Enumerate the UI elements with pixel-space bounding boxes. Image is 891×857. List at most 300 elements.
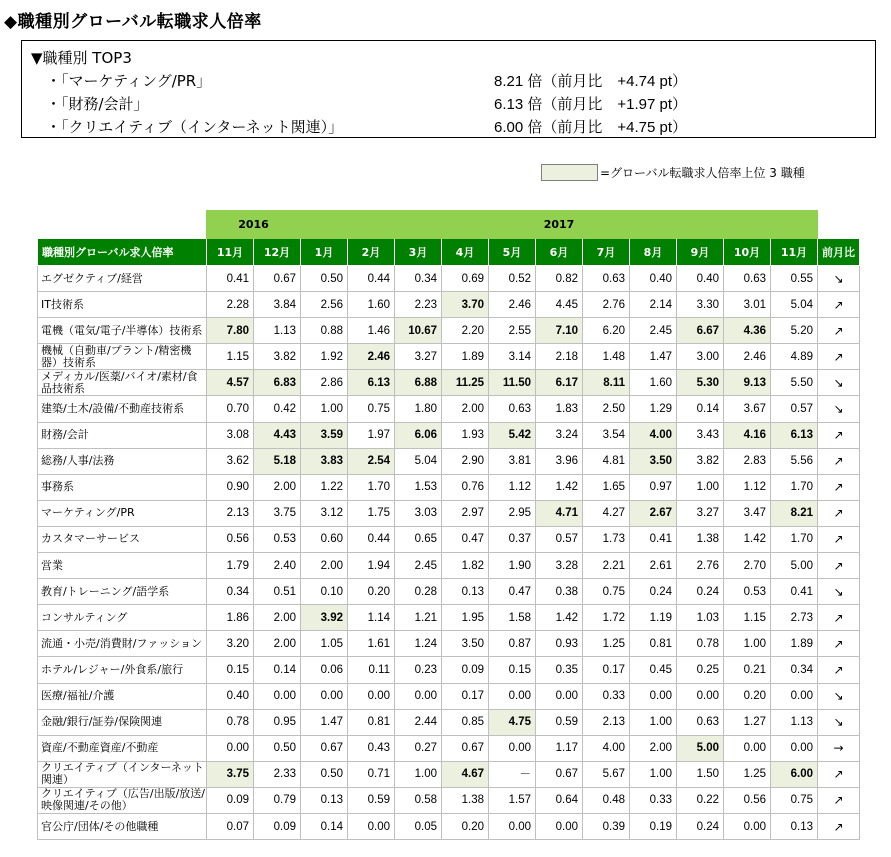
row-category: 医療/福祉/介護 — [38, 683, 207, 709]
value-cell: 0.47 — [489, 579, 536, 605]
table-row — [38, 553, 860, 579]
trend-arrow-icon: ↘ — [818, 709, 860, 735]
header-row — [38, 239, 860, 266]
value-cell: 1.29 — [630, 396, 677, 422]
value-cell: 0.39 — [583, 813, 630, 839]
value-cell: 3.14 — [489, 344, 536, 370]
value-cell: 6.67 — [677, 318, 724, 344]
value-cell: 0.88 — [301, 318, 348, 344]
value-cell: 0.09 — [207, 787, 254, 813]
value-cell: 1.38 — [677, 526, 724, 552]
value-cell: 3.75 — [207, 761, 254, 787]
value-cell: 0.06 — [301, 657, 348, 683]
trend-arrow-icon: ↗ — [818, 761, 860, 787]
value-cell: 4.16 — [724, 422, 771, 448]
value-cell: 0.00 — [254, 683, 301, 709]
value-cell: 0.56 — [207, 526, 254, 552]
trend-arrow-icon: ↗ — [818, 344, 860, 370]
value-cell: 2.95 — [489, 500, 536, 526]
value-cell: 1.19 — [630, 605, 677, 631]
value-cell: 0.34 — [771, 657, 818, 683]
value-cell: 0.95 — [254, 709, 301, 735]
header-month: 2月 — [348, 239, 395, 266]
value-cell: 1.46 — [348, 318, 395, 344]
value-cell: 2.90 — [442, 448, 489, 474]
legend-swatch — [541, 164, 598, 181]
value-cell: 2.00 — [254, 631, 301, 657]
value-cell: 0.33 — [583, 683, 630, 709]
value-cell: 1.60 — [630, 370, 677, 396]
value-cell: 1.47 — [301, 709, 348, 735]
value-cell: 0.64 — [536, 787, 583, 813]
value-cell: 0.00 — [348, 683, 395, 709]
value-cell: 3.43 — [677, 422, 724, 448]
value-cell: 6.17 — [536, 370, 583, 396]
value-cell: 4.27 — [583, 500, 630, 526]
value-cell: 5.50 — [771, 370, 818, 396]
value-cell: 0.93 — [536, 631, 583, 657]
value-cell: 1.12 — [724, 474, 771, 500]
row-category: 財務/会計 — [38, 422, 207, 448]
value-cell: 0.44 — [348, 266, 395, 292]
value-cell: 0.97 — [630, 474, 677, 500]
value-cell: 0.17 — [442, 683, 489, 709]
value-cell: 5.56 — [771, 448, 818, 474]
value-cell: 3.82 — [254, 344, 301, 370]
header-month: 5月 — [489, 239, 536, 266]
value-cell: 4.89 — [771, 344, 818, 370]
value-cell: 0.76 — [442, 474, 489, 500]
value-cell: 0.42 — [254, 396, 301, 422]
trend-arrow-icon: ↗ — [818, 318, 860, 344]
value-cell: 0.24 — [677, 813, 724, 839]
value-cell: 1.79 — [207, 553, 254, 579]
value-cell: 2.56 — [301, 292, 348, 318]
trend-arrow-icon: → — [818, 735, 860, 761]
value-cell: 0.82 — [536, 266, 583, 292]
value-cell: 0.51 — [254, 579, 301, 605]
value-cell: 3.27 — [395, 344, 442, 370]
value-cell: 8.11 — [583, 370, 630, 396]
value-cell: 2.54 — [348, 448, 395, 474]
value-cell: 0.07 — [207, 813, 254, 839]
value-cell: 0.85 — [442, 709, 489, 735]
value-cell: 2.23 — [395, 292, 442, 318]
value-cell: 0.10 — [301, 579, 348, 605]
value-cell: 0.59 — [536, 709, 583, 735]
value-cell: 2.46 — [489, 292, 536, 318]
value-cell: 1.27 — [724, 709, 771, 735]
value-cell: 3.03 — [395, 500, 442, 526]
year-2017: 2017 — [301, 211, 818, 239]
value-cell: 0.20 — [442, 813, 489, 839]
value-cell: 0.65 — [395, 526, 442, 552]
top3-box — [21, 40, 876, 138]
trend-arrow-icon: ↘ — [818, 266, 860, 292]
value-cell: 0.78 — [207, 709, 254, 735]
value-cell: 1.13 — [771, 709, 818, 735]
value-cell: 0.00 — [536, 683, 583, 709]
value-cell: 0.14 — [301, 813, 348, 839]
value-cell: 2.33 — [254, 761, 301, 787]
value-cell: 0.75 — [583, 579, 630, 605]
value-cell: 0.90 — [207, 474, 254, 500]
value-cell: 2.28 — [207, 292, 254, 318]
value-cell: 0.40 — [677, 266, 724, 292]
row-category: IT技術系 — [38, 292, 207, 318]
value-cell: 1.42 — [536, 474, 583, 500]
value-cell: 0.50 — [301, 761, 348, 787]
value-cell: 2.44 — [395, 709, 442, 735]
value-cell: 0.13 — [442, 579, 489, 605]
value-cell: 1.50 — [677, 761, 724, 787]
value-cell: － — [489, 761, 536, 787]
value-cell: 0.11 — [348, 657, 395, 683]
value-cell: 0.00 — [348, 813, 395, 839]
value-cell: 0.09 — [442, 657, 489, 683]
value-cell: 2.61 — [630, 553, 677, 579]
value-cell: 3.59 — [301, 422, 348, 448]
value-cell: 1.94 — [348, 553, 395, 579]
value-cell: 0.00 — [301, 683, 348, 709]
trend-arrow-icon: ↗ — [818, 605, 860, 631]
value-cell: 2.00 — [254, 474, 301, 500]
header-change: 前月比 — [818, 239, 860, 266]
value-cell: 2.55 — [489, 318, 536, 344]
value-cell: 0.00 — [395, 683, 442, 709]
value-cell: 4.75 — [489, 709, 536, 735]
year-2016: 2016 — [207, 211, 301, 239]
table-row — [38, 657, 860, 683]
table-row — [38, 813, 860, 839]
table-row — [38, 266, 860, 292]
trend-arrow-icon: ↘ — [818, 396, 860, 422]
value-cell: 5.00 — [771, 553, 818, 579]
value-cell: 0.00 — [724, 735, 771, 761]
value-cell: 6.20 — [583, 318, 630, 344]
value-cell: 6.00 — [771, 761, 818, 787]
value-cell: 0.67 — [301, 735, 348, 761]
trend-arrow-icon: ↗ — [818, 474, 860, 500]
value-cell: 5.04 — [771, 292, 818, 318]
table-row — [38, 474, 860, 500]
value-cell: 1.12 — [489, 474, 536, 500]
trend-arrow-icon: ↗ — [818, 292, 860, 318]
value-cell: 0.67 — [254, 266, 301, 292]
value-cell: 3.67 — [724, 396, 771, 422]
row-category: 機械（自動車/プラント/精密機器）技術系 — [38, 344, 207, 370]
value-cell: 0.23 — [395, 657, 442, 683]
value-cell: 1.57 — [489, 787, 536, 813]
value-cell: 0.28 — [395, 579, 442, 605]
value-cell: 0.50 — [301, 266, 348, 292]
value-cell: 2.18 — [536, 344, 583, 370]
value-cell: 6.83 — [254, 370, 301, 396]
value-cell: 1.25 — [583, 631, 630, 657]
value-cell: 2.45 — [395, 553, 442, 579]
value-cell: 1.82 — [442, 553, 489, 579]
value-cell: 1.70 — [771, 474, 818, 500]
year-row — [38, 211, 860, 239]
value-cell: 0.57 — [536, 526, 583, 552]
value-cell: 0.19 — [630, 813, 677, 839]
value-cell: 3.01 — [724, 292, 771, 318]
top3-item — [46, 70, 866, 92]
value-cell: 0.25 — [677, 657, 724, 683]
value-cell: 1.53 — [395, 474, 442, 500]
value-cell: 3.75 — [254, 500, 301, 526]
value-cell: 6.88 — [395, 370, 442, 396]
value-cell: 2.00 — [442, 396, 489, 422]
value-cell: 3.28 — [536, 553, 583, 579]
value-cell: 1.42 — [724, 526, 771, 552]
value-cell: 1.15 — [724, 605, 771, 631]
table-row — [38, 579, 860, 605]
value-cell: 1.00 — [677, 474, 724, 500]
value-cell: 0.48 — [583, 787, 630, 813]
value-cell: 0.71 — [348, 761, 395, 787]
table-row — [38, 605, 860, 631]
value-cell: 2.20 — [442, 318, 489, 344]
value-cell: 0.45 — [630, 657, 677, 683]
value-cell: 0.22 — [677, 787, 724, 813]
value-cell: 0.00 — [489, 813, 536, 839]
value-cell: 0.67 — [536, 761, 583, 787]
value-cell: 1.22 — [301, 474, 348, 500]
row-category: 事務系 — [38, 474, 207, 500]
trend-arrow-icon: ↗ — [818, 526, 860, 552]
header-month: 11月 — [771, 239, 818, 266]
trend-arrow-icon: ↗ — [818, 553, 860, 579]
header-month: 1月 — [301, 239, 348, 266]
value-cell: 4.81 — [583, 448, 630, 474]
value-cell: 0.34 — [207, 579, 254, 605]
table-row — [38, 787, 860, 813]
row-category: クリエイティブ（広告/出版/放送/映像関連/その他） — [38, 787, 207, 813]
top3-value: 8.21 倍（前月比 +4.74 pt） — [494, 73, 687, 90]
value-cell: 3.81 — [489, 448, 536, 474]
value-cell: 0.00 — [536, 813, 583, 839]
value-cell: 5.04 — [395, 448, 442, 474]
value-cell: 2.50 — [583, 396, 630, 422]
value-cell: 3.83 — [301, 448, 348, 474]
value-cell: 1.92 — [301, 344, 348, 370]
value-cell: 0.63 — [489, 396, 536, 422]
value-cell: 0.37 — [489, 526, 536, 552]
value-cell: 0.09 — [254, 813, 301, 839]
value-cell: 1.47 — [630, 344, 677, 370]
value-cell: 1.21 — [395, 605, 442, 631]
row-category: 電機（電気/電子/半導体）技術系 — [38, 318, 207, 344]
value-cell: 0.35 — [536, 657, 583, 683]
value-cell: 0.05 — [395, 813, 442, 839]
table-row — [38, 344, 860, 370]
value-cell: 0.63 — [583, 266, 630, 292]
table-row — [38, 292, 860, 318]
value-cell: 5.20 — [771, 318, 818, 344]
value-cell: 3.96 — [536, 448, 583, 474]
value-cell: 0.75 — [771, 787, 818, 813]
value-cell: 5.42 — [489, 422, 536, 448]
value-cell: 0.44 — [348, 526, 395, 552]
value-cell: 2.21 — [583, 553, 630, 579]
top3-category: ・「クリエイティブ（インターネット関連）」 — [46, 118, 344, 136]
year-blank — [38, 211, 207, 239]
value-cell: 0.60 — [301, 526, 348, 552]
legend — [541, 164, 805, 181]
table-row — [38, 396, 860, 422]
value-cell: 1.93 — [442, 422, 489, 448]
value-cell: 4.00 — [583, 735, 630, 761]
value-cell: 0.52 — [489, 266, 536, 292]
value-cell: 0.81 — [630, 631, 677, 657]
table-row — [38, 448, 860, 474]
value-cell: 5.00 — [677, 735, 724, 761]
value-cell: 0.00 — [677, 683, 724, 709]
value-cell: 2.46 — [724, 344, 771, 370]
value-cell: 9.13 — [724, 370, 771, 396]
top3-value: 6.13 倍（前月比 +1.97 pt） — [494, 96, 687, 113]
value-cell: 3.62 — [207, 448, 254, 474]
value-cell: 3.30 — [677, 292, 724, 318]
table-row — [38, 422, 860, 448]
header-month: 11月 — [207, 239, 254, 266]
value-cell: 0.15 — [207, 657, 254, 683]
value-cell: 2.86 — [301, 370, 348, 396]
value-cell: 0.14 — [254, 657, 301, 683]
value-cell: 1.89 — [771, 631, 818, 657]
value-cell: 1.83 — [536, 396, 583, 422]
page-title: ◆職種別グローバル転職求人倍率 — [4, 12, 262, 32]
table-row — [38, 683, 860, 709]
header-month: 8月 — [630, 239, 677, 266]
top3-category: ・「マーケティング/PR」 — [46, 72, 212, 90]
value-cell: 1.13 — [254, 318, 301, 344]
value-cell: 4.36 — [724, 318, 771, 344]
value-cell: 4.00 — [630, 422, 677, 448]
header-category: 職種別グローバル求人倍率 — [38, 239, 207, 266]
value-cell: 0.15 — [489, 657, 536, 683]
value-cell: 0.21 — [724, 657, 771, 683]
row-category: マーケティング/PR — [38, 500, 207, 526]
header-month: 3月 — [395, 239, 442, 266]
top3-header: ▼職種別 TOP3 — [31, 49, 132, 67]
value-cell: 2.83 — [724, 448, 771, 474]
value-cell: 2.76 — [677, 553, 724, 579]
value-cell: 3.50 — [442, 631, 489, 657]
value-cell: 0.13 — [301, 787, 348, 813]
value-cell: 1.17 — [536, 735, 583, 761]
value-cell: 0.40 — [207, 683, 254, 709]
value-cell: 4.71 — [536, 500, 583, 526]
trend-arrow-icon: ↗ — [818, 631, 860, 657]
value-cell: 0.81 — [348, 709, 395, 735]
value-cell: 6.13 — [348, 370, 395, 396]
table-row — [38, 761, 860, 787]
value-cell: 2.40 — [254, 553, 301, 579]
value-cell: 2.97 — [442, 500, 489, 526]
value-cell: 0.41 — [207, 266, 254, 292]
value-cell: 1.58 — [489, 605, 536, 631]
value-cell: 3.00 — [677, 344, 724, 370]
value-cell: 0.41 — [630, 526, 677, 552]
table-row — [38, 526, 860, 552]
value-cell: 0.50 — [254, 735, 301, 761]
value-cell: 1.00 — [724, 631, 771, 657]
value-cell: 2.46 — [348, 344, 395, 370]
row-category: カスタマーサービス — [38, 526, 207, 552]
row-category: 教育/トレーニング/語学系 — [38, 579, 207, 605]
value-cell: 5.67 — [583, 761, 630, 787]
value-cell: 1.05 — [301, 631, 348, 657]
ratio-table — [37, 210, 860, 840]
value-cell: 1.00 — [395, 761, 442, 787]
value-cell: 0.24 — [630, 579, 677, 605]
row-category: 資産/不動産資産/不動産 — [38, 735, 207, 761]
value-cell: 2.00 — [254, 605, 301, 631]
value-cell: 1.86 — [207, 605, 254, 631]
trend-arrow-icon: ↗ — [818, 448, 860, 474]
value-cell: 0.56 — [724, 787, 771, 813]
row-category: エグゼクティブ/経営 — [38, 266, 207, 292]
value-cell: 3.27 — [677, 500, 724, 526]
value-cell: 1.38 — [442, 787, 489, 813]
value-cell: 3.50 — [630, 448, 677, 474]
trend-arrow-icon: ↘ — [818, 683, 860, 709]
value-cell: 2.45 — [630, 318, 677, 344]
value-cell: 5.30 — [677, 370, 724, 396]
table-row — [38, 318, 860, 344]
value-cell: 0.40 — [630, 266, 677, 292]
row-category: 建築/土木/設備/不動産技術系 — [38, 396, 207, 422]
value-cell: 3.54 — [583, 422, 630, 448]
value-cell: 1.00 — [301, 396, 348, 422]
row-category: 金融/銀行/証券/保険関連 — [38, 709, 207, 735]
header-month: 9月 — [677, 239, 724, 266]
row-category: ホテル/レジャー/外食系/旅行 — [38, 657, 207, 683]
table-body — [38, 266, 860, 840]
value-cell: 5.18 — [254, 448, 301, 474]
value-cell: 1.73 — [583, 526, 630, 552]
value-cell: 0.00 — [771, 735, 818, 761]
value-cell: 0.67 — [442, 735, 489, 761]
value-cell: 0.13 — [771, 813, 818, 839]
value-cell: 1.48 — [583, 344, 630, 370]
value-cell: 1.72 — [583, 605, 630, 631]
value-cell: 1.90 — [489, 553, 536, 579]
value-cell: 0.33 — [630, 787, 677, 813]
value-cell: 3.20 — [207, 631, 254, 657]
value-cell: 0.00 — [630, 683, 677, 709]
value-cell: 0.43 — [348, 735, 395, 761]
value-cell: 2.14 — [630, 292, 677, 318]
value-cell: 1.65 — [583, 474, 630, 500]
table-row — [38, 631, 860, 657]
value-cell: 0.87 — [489, 631, 536, 657]
value-cell: 0.75 — [348, 396, 395, 422]
value-cell: 0.69 — [442, 266, 489, 292]
value-cell: 2.13 — [207, 500, 254, 526]
value-cell: 2.00 — [630, 735, 677, 761]
value-cell: 0.53 — [254, 526, 301, 552]
value-cell: 0.00 — [489, 735, 536, 761]
value-cell: 11.50 — [489, 370, 536, 396]
value-cell: 1.42 — [536, 605, 583, 631]
value-cell: 0.38 — [536, 579, 583, 605]
value-cell: 11.25 — [442, 370, 489, 396]
value-cell: 1.25 — [724, 761, 771, 787]
trend-arrow-icon: ↗ — [818, 787, 860, 813]
